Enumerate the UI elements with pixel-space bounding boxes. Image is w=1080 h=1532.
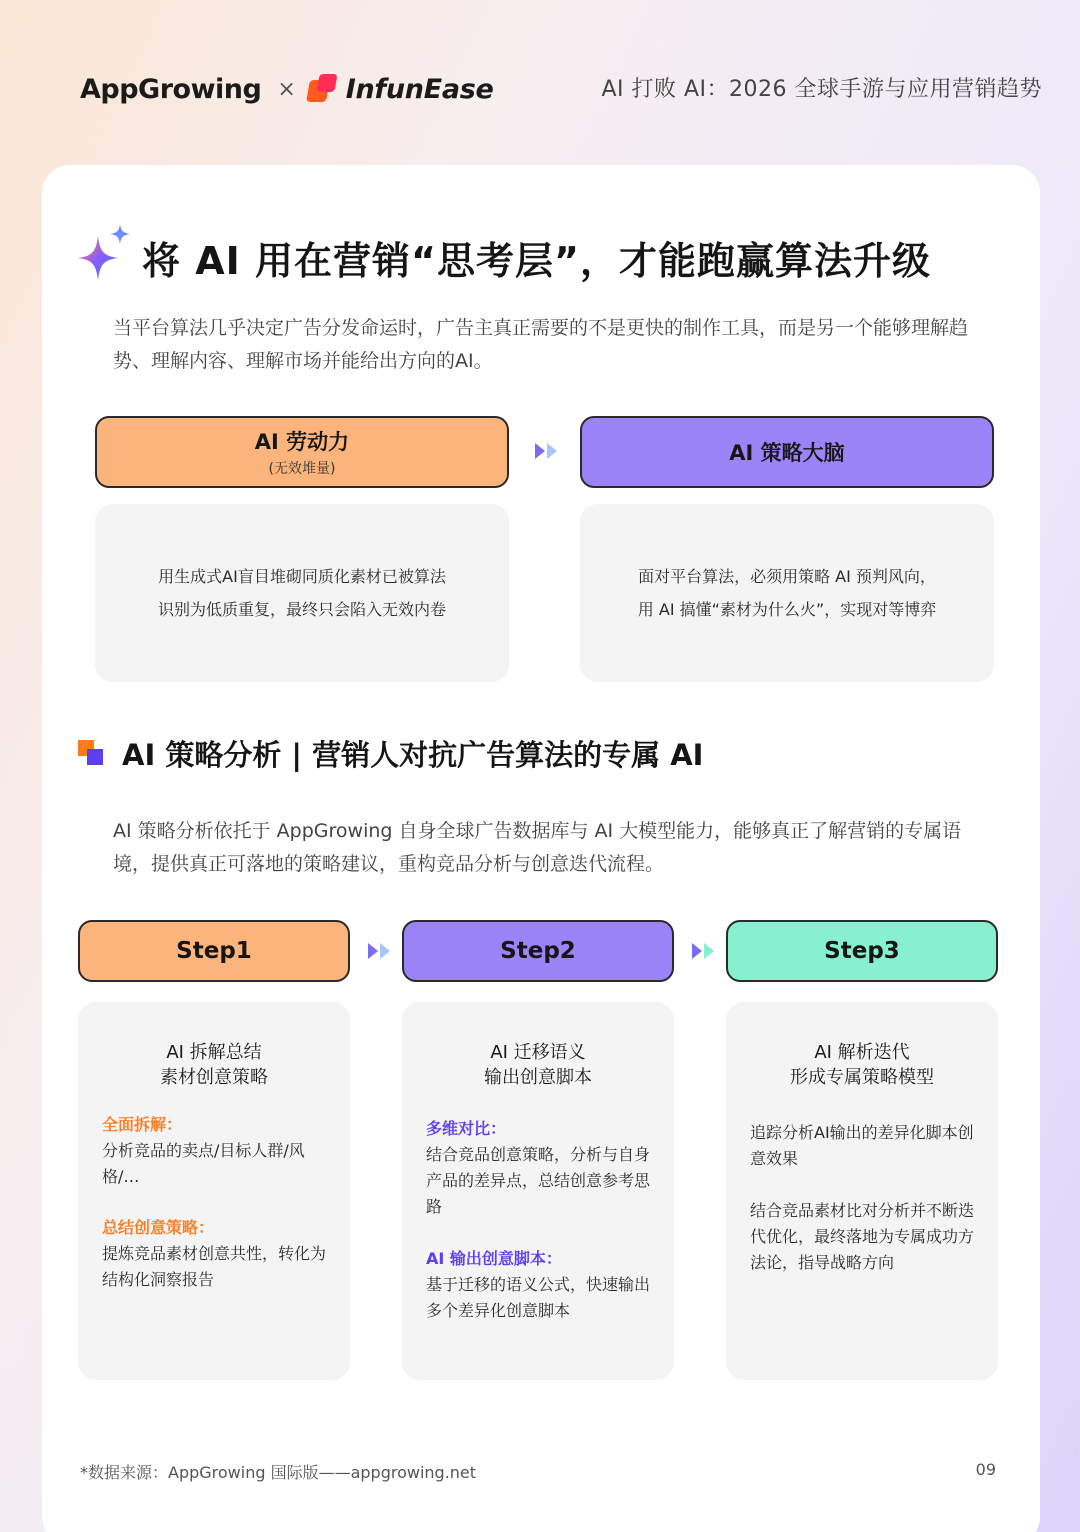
- step3-heading: [726, 1040, 998, 1090]
- double-chevron-right-icon: [533, 440, 563, 462]
- step1-block2-title: 总结创意策略：: [102, 1218, 215, 1237]
- step1-block1: [102, 1112, 328, 1190]
- step2-heading-line1: AI 迁移语义: [490, 1042, 586, 1063]
- step1-heading: [78, 1040, 350, 1090]
- double-chevron-right-icon: [366, 940, 396, 962]
- section1-title: 将 AI 用在营销“思考层”，才能跑赢算法升级: [142, 239, 931, 283]
- step2-label: Step2: [500, 938, 576, 964]
- ai-strategy-desc-line2: 用 AI 搞懂“素材为什么火”，实现对等博弈: [637, 600, 937, 619]
- section1-intro: 当平台算法几乎决定广告分发命运时，广告主真正需要的不是更快的制作工具，而是另一个能够理解趋势、理解内容、理解市场并能给出方向的AI。: [113, 317, 969, 372]
- brand-times-sign: ×: [277, 76, 296, 102]
- step2-block1: [426, 1116, 652, 1220]
- step2-pill: [402, 920, 674, 982]
- infunease-logo: InfunEase: [345, 73, 494, 105]
- double-chevron-right-icon: [690, 940, 720, 962]
- page-number: 09: [975, 1460, 996, 1479]
- ai-labor-pill: [95, 416, 509, 488]
- step1-block2: [102, 1215, 328, 1293]
- step3-block2: [750, 1198, 976, 1276]
- ai-strategy-brain-pill: [580, 416, 994, 488]
- step1-pill: [78, 920, 350, 982]
- step3-heading-line1: AI 解析迭代: [814, 1042, 910, 1063]
- ai-labor-description: [95, 504, 509, 682]
- step3-block1: [750, 1120, 976, 1172]
- step1-block1-text: 分析竞品的卖点/目标人群/风格/…: [102, 1141, 305, 1186]
- step3-card: [726, 1002, 998, 1380]
- sparkle-icon: [76, 222, 132, 288]
- step2-card: [402, 1002, 674, 1380]
- ai-strategy-brain-label: AI 策略大脑: [729, 441, 845, 465]
- step3-block1-text: 追踪分析AI输出的差异化脚本创意效果: [750, 1123, 974, 1168]
- step3-heading-line2: 形成专属策略模型: [790, 1067, 934, 1088]
- ai-strategy-desc-line1: 面对平台算法，必须用策略 AI 预判风向，: [638, 567, 936, 586]
- step2-heading-line2: 输出创意脚本: [484, 1067, 592, 1088]
- step2-block1-text: 结合竞品创意策略，分析与自身产品的差异点，总结创意参考思路: [426, 1145, 651, 1216]
- section-square-icon: [78, 740, 106, 768]
- section2-intro: AI 策略分析依托于 AppGrowing 自身全球广告数据库与 AI 大模型能力，能够真正了解营销的专属语境，提供真正可落地的策略建议，重构竞品分析与创意迭代流程。: [113, 820, 962, 875]
- step3-pill: [726, 920, 998, 982]
- step2-block2-title: AI 输出创意脚本：: [426, 1249, 562, 1268]
- ai-labor-desc-line1: 用生成式AI盲目堆砌同质化素材已被算法: [158, 567, 446, 586]
- step1-heading-line2: 素材创意策略: [160, 1067, 268, 1088]
- step1-card: [78, 1002, 350, 1380]
- step2-block2: [426, 1246, 652, 1324]
- appgrowing-logo: AppGrowing: [80, 73, 262, 105]
- step1-block1-title: 全面拆解：: [102, 1115, 183, 1134]
- ai-strategy-description: [580, 504, 994, 682]
- step1-heading-line1: AI 拆解总结: [166, 1042, 262, 1063]
- step1-block2-text: 提炼竞品素材创意共性，转化为结构化洞察报告: [102, 1244, 327, 1289]
- section2-title: AI 策略分析 | 营销人对抗广告算法的专属 AI: [122, 738, 704, 772]
- step1-label: Step1: [176, 938, 252, 964]
- step2-block2-text: 基于迁移的语义公式，快速输出多个差异化创意脚本: [426, 1275, 651, 1320]
- brand-lockup: [80, 66, 494, 112]
- infunease-logo-icon: [308, 74, 338, 104]
- ai-labor-desc-line2: 识别为低质重复，最终只会陷入无效内卷: [157, 600, 446, 619]
- data-source-note: *数据来源：AppGrowing 国际版——appgrowing.net: [80, 1463, 477, 1482]
- step2-heading: [402, 1040, 674, 1090]
- step2-block1-title: 多维对比：: [426, 1119, 507, 1138]
- ai-labor-label: AI 劳动力: [254, 430, 350, 454]
- ai-labor-sub: (无效堆量): [268, 461, 336, 477]
- page-header: [0, 0, 1080, 165]
- report-title: AI 打败 AI：2026 全球手游与应用营销趋势: [601, 77, 1042, 102]
- step3-label: Step3: [824, 938, 900, 964]
- step3-block2-text: 结合竞品素材比对分析并不断迭代优化，最终落地为专属成功方法论，指导战略方向: [750, 1201, 975, 1272]
